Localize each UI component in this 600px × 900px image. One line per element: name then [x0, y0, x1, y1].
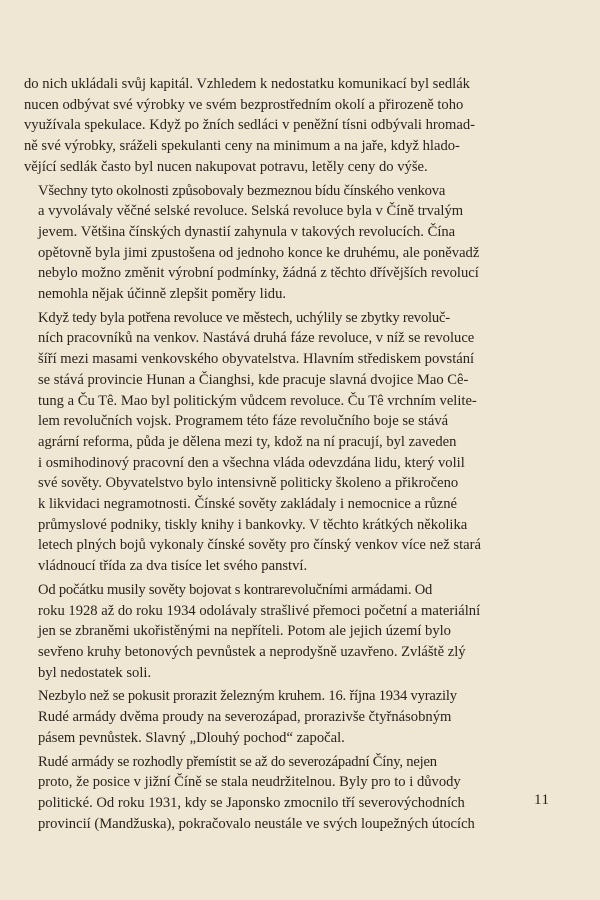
text-line: Rudé armády se rozhodly přemístit se až do severozápadní Číny, nejen: [38, 753, 437, 770]
text-line: politické. Od roku 1931, kdy se Japonsko zmocnilo tří severovýchodních: [38, 794, 465, 811]
text-line: Všechny tyto okolnosti způsobovaly bezmeznou bídu čínského venkova: [38, 182, 446, 199]
text-line: Když tedy byla potřena revoluce ve městech, uchýlily se zbytky revoluč-: [38, 309, 450, 326]
text-line: a vyvolávaly věčné selské revoluce. Selská revoluce byla v Číně trvalým: [38, 203, 464, 220]
text-line: své sověty. Obyvatelstvo bylo intensivně politicky školeno a přikročeno: [38, 475, 459, 492]
text-line: šíří mezi masami venkovského obyvatelstva. Hlavním střediskem povstání: [38, 351, 475, 368]
text-line: nemohla nějak účinně zlepšit poměry lidu.: [38, 286, 287, 303]
text-line: letech plných bojů vykonaly čínské sověty pro čínský venkov více než stará: [38, 537, 481, 554]
text-line: i osmihodinový pracovní den a všechna vláda odevzdána lidu, který volil: [38, 454, 465, 471]
text-line: využívala spekulace. Když po žních sedláci v peněžní tísni odbývali hromad-: [24, 117, 476, 134]
text-line: ních pracovníků na venkov. Nastává druhá fáze revoluce, v níž se revoluce: [38, 330, 475, 347]
paragraph: [24, 752, 564, 835]
text-line: do nich ukládali svůj kapitál. Vzhledem k nedostatku komunikací byl sedlák: [24, 76, 470, 92]
text-line: nucen odbývat své výrobky ve svém bezprostředním okolí a přirozeně toho: [24, 96, 464, 113]
text-line: průmyslové podniky, tiskly knihy i bankovky. V těchto krátkých několika: [38, 516, 468, 533]
body-text: [24, 74, 564, 837]
text-line: jevem. Většina čínských dynastií zahynula v takových revolucích. Čína: [38, 223, 456, 240]
text-line: ně své výrobky, sráželi spekulanti ceny na minimum a na jaře, když hlado-: [24, 138, 460, 155]
text-line: roku 1928 až do roku 1934 odolávaly strašlivé přemoci početní a materiální: [38, 602, 481, 619]
text-line: k likvidaci negramotnosti. Čínské sověty zakládaly i nemocnice a různé: [38, 496, 458, 513]
paragraph: [24, 686, 564, 748]
page-number: 11: [534, 792, 550, 808]
text-line: se stává provincie Hunan a Čianghsi, kde pracuje slavná dvojice Mao Cê-: [38, 371, 469, 388]
paragraph: [24, 308, 564, 577]
text-line: opětovně byla jimi zpustošena od jednoho konce ke druhému, ale poněvadž: [38, 244, 480, 261]
text-line: Nezbylo než se pokusit prorazit železným kruhem. 16. října 1934 vyrazily: [38, 688, 457, 705]
paragraph: [24, 580, 564, 684]
text-line: sevřeno kruhy betonových pevnůstek a neprodyšně uzavřeno. Zvláště zlý: [38, 643, 466, 660]
text-line: pásem pevnůstek. Slavný „Dlouhý pochod“ započal.: [38, 729, 345, 746]
text-line: provincií (Mandžuska), pokračovalo neustále ve svých loupežných útocích: [38, 815, 475, 832]
text-line: byl nedostatek soli.: [38, 664, 152, 681]
text-line: tung a Ču Tê. Mao byl politickým vůdcem revoluce. Ču Tê vrchním velite-: [38, 392, 477, 409]
text-line: Od počátku musily sověty bojovat s kontrarevolučními armádami. Od: [38, 581, 433, 598]
text-line: jen se zbraněmi ukořistěnými na nepříteli. Potom ale jejich území bylo: [38, 623, 451, 640]
text-line: nebylo možno změnit výrobní podmínky, žádná z těchto dřívějších revolucí: [38, 265, 479, 282]
paragraph: [24, 74, 564, 178]
paragraph: [24, 181, 564, 305]
text-line: lem revolučních vojsk. Programem této fáze revolučního boje se stává: [38, 413, 449, 430]
text-line: vějící sedlák často byl nucen nakupovat potravu, letěly ceny do výše.: [24, 158, 428, 175]
text-line: vládnoucí třída za dva tisíce let svého panství.: [38, 558, 308, 575]
text-line: Rudé armády dvěma proudy na severozápad, prorazivše čtyřnásobným: [38, 709, 452, 726]
text-line: proto, že posice v jižní Číně se stala neudržitelnou. Byly pro to i důvody: [38, 774, 461, 791]
text-line: agrární reforma, půda je dělena mezi ty, kdož na ní pracují, byl zaveden: [38, 433, 457, 450]
